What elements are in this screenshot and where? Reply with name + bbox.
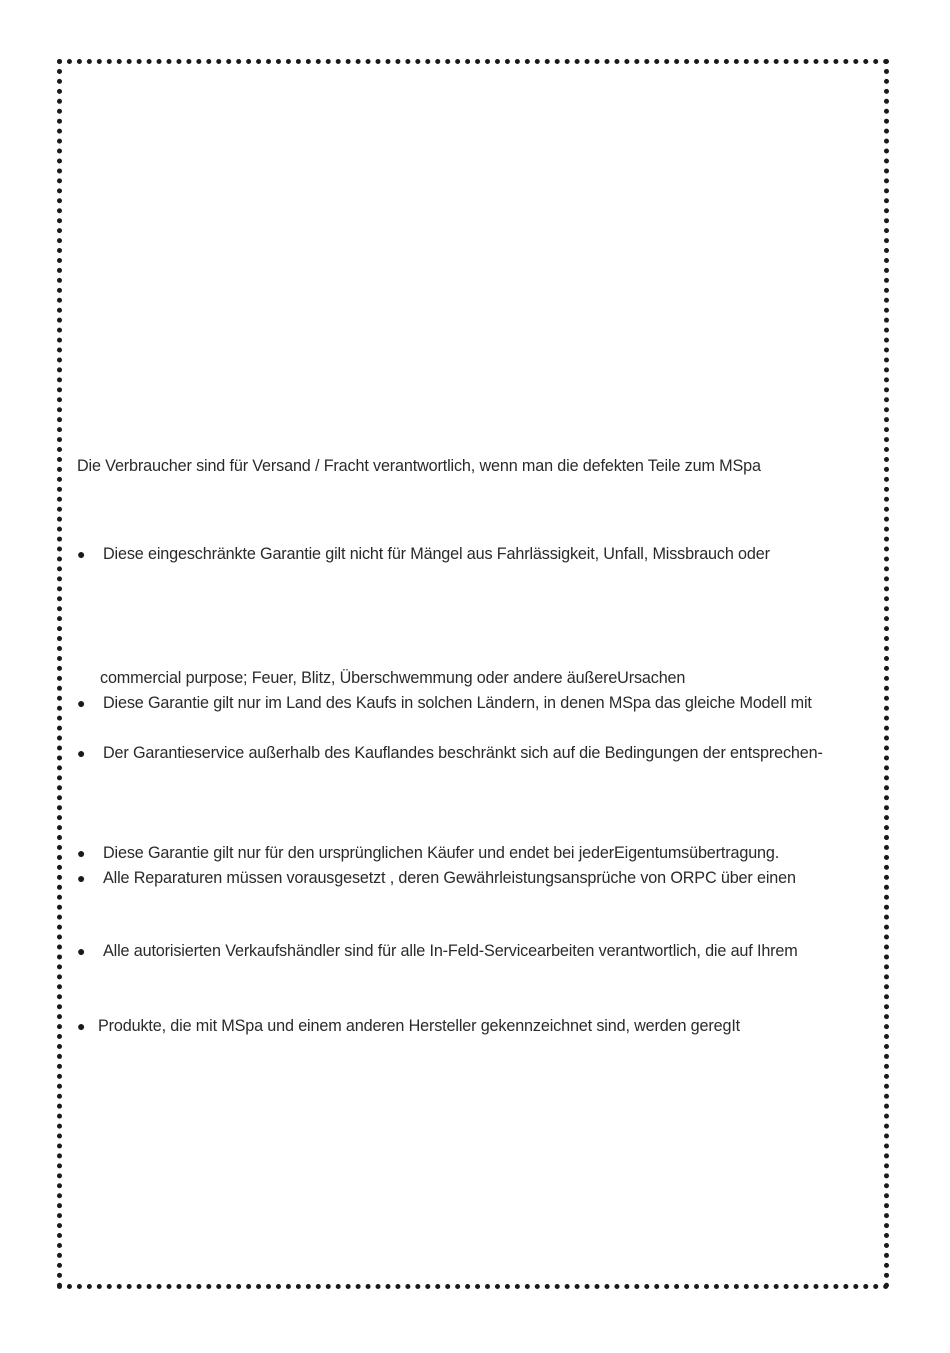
bullet-icon: ● (77, 845, 86, 861)
warranty-item-service-abroad: Der Garantieservice außerhalb des Kauflandes beschränkt sich auf die Bedingungen der entsprechen- (103, 744, 823, 762)
bullet-icon: ● (77, 870, 86, 886)
warranty-item-original-buyer: Diese Garantie gilt nur für den ursprünglichen Käufer und endet bei jederEigentumsübertragung. (103, 844, 780, 862)
warranty-item-continuation: commercial purpose; Feuer, Blitz, Überschwemmung oder andere äußereUrsachen (100, 669, 686, 687)
bullet-icon: ● (77, 695, 86, 711)
bullet-icon: ● (77, 546, 86, 562)
warranty-item-negligence: Diese eingeschränkte Garantie gilt nicht für Mängel aus Fahrlässigkeit, Unfall, Missbrauch oder (103, 545, 770, 563)
bullet-icon: ● (77, 1018, 86, 1034)
warranty-item-dealers: Alle autorisierten Verkaufshändler sind für alle In-Feld-Servicearbeiten verantwortlich, die auf Ihrem (103, 942, 798, 960)
warranty-item-repairs: Alle Reparaturen müssen vorausgesetzt , deren Gewährleistungsansprüche von ORPC über einen (103, 869, 796, 887)
bullet-icon: ● (77, 745, 86, 761)
intro-text: Die Verbraucher sind für Versand / Fracht verantwortlich, wenn man die defekten Teile zum MSpa (77, 457, 761, 475)
warranty-item-products: Produkte, die mit MSpa und einem anderen Hersteller gekennzeichnet sind, werden geregIt (98, 1017, 741, 1035)
warranty-item-country: Diese Garantie gilt nur im Land des Kaufs in solchen Ländern, in denen MSpa das gleiche Modell mit (103, 694, 812, 712)
bullet-icon: ● (77, 943, 86, 959)
